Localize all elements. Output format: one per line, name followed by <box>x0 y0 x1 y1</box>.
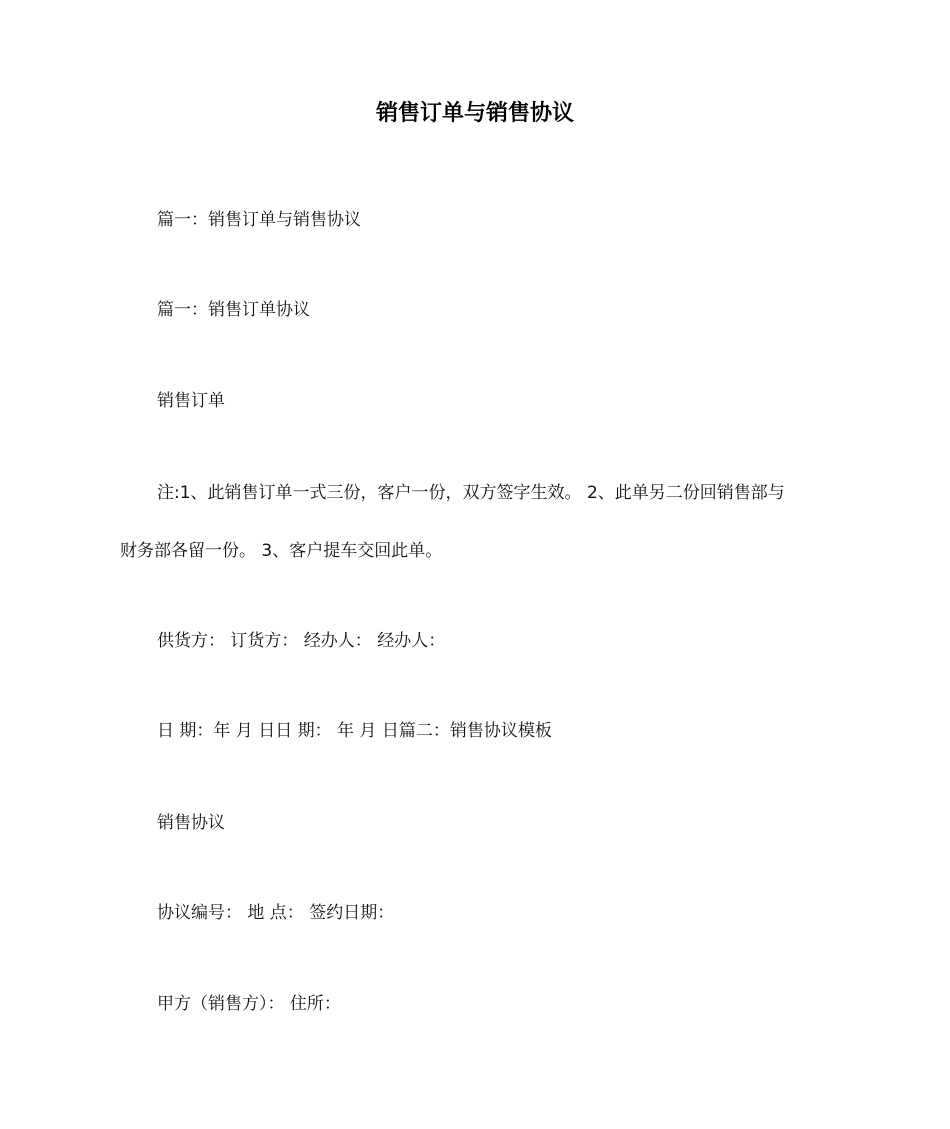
paragraph-party-a: 甲方（销售方）： 住所： <box>157 994 341 1014</box>
document-title: 销售订单与销售协议 <box>375 101 574 126</box>
paragraph-parties-line: 供货方： 订货方： 经办人： 经办人： <box>157 631 446 651</box>
paragraph-sales-agreement: 销售协议 <box>157 813 225 833</box>
paragraph-heading-order-agreement: 篇一：销售订单协议 <box>157 300 310 320</box>
paragraph-sales-order: 销售订单 <box>157 391 225 411</box>
paragraph-note-line-1: 注:1、此销售订单一式三份，客户一份，双方签字生效。 2、此单另二份回销售部与 <box>157 483 785 503</box>
paragraph-date-line: 日 期：年 月 日日 期： 年 月 日篇二：销售协议模板 <box>157 721 552 741</box>
paragraph-heading-part-one: 篇一：销售订单与销售协议 <box>157 210 361 230</box>
paragraph-agreement-info: 协议编号： 地 点： 签约日期： <box>157 903 395 923</box>
paragraph-note-line-2: 财务部各留一份。 3、客户提车交回此单。 <box>120 541 443 561</box>
